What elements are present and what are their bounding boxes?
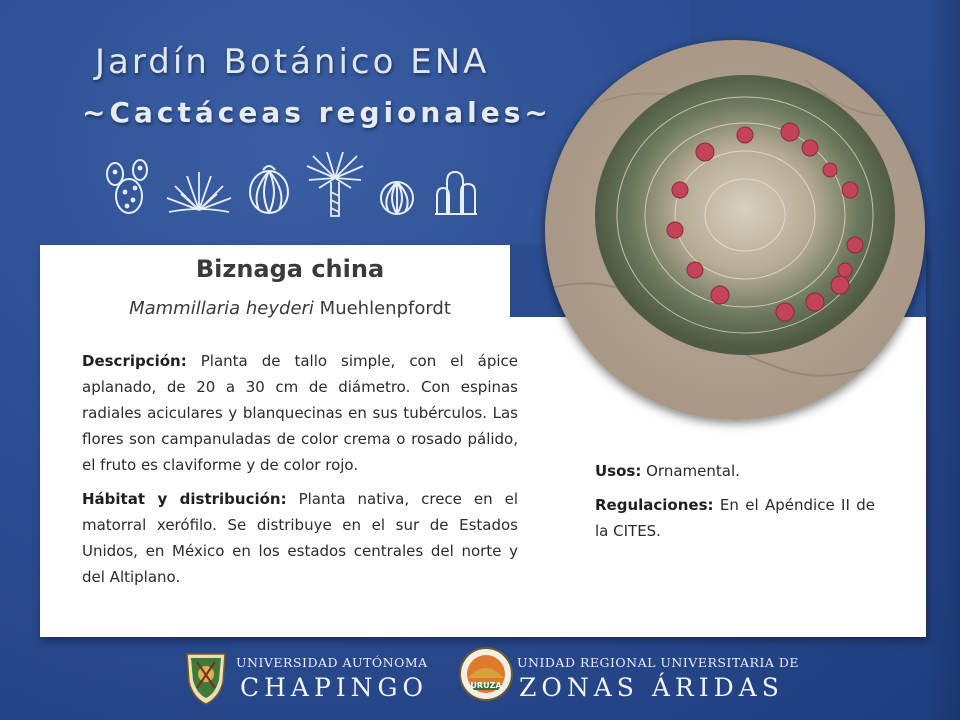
background-edge-shade: [928, 0, 960, 720]
regulations-text: En el Apéndice II de la CITES.: [595, 496, 875, 540]
uruza-line2: ZONAS ÁRIDAS: [519, 673, 784, 702]
garden-title: Jardín Botánico ENA: [95, 42, 490, 82]
common-name: Biznaga china: [195, 255, 385, 283]
uruza-logo: [458, 646, 514, 702]
round-cactus-icon: [377, 152, 417, 216]
scientific-name-line: [0, 298, 580, 319]
footer: [0, 640, 960, 720]
species-author: Muehlenpfordt: [319, 298, 451, 319]
collection-subtitle: ~Cactáceas regionales~: [82, 96, 552, 129]
regulations-label: Regulaciones:: [595, 496, 714, 514]
uses-label: Usos:: [595, 462, 642, 480]
habitat-text: Planta nativa, crece en el matorral xerófilo. Se distribuye en el sur de Estados Unidos, en México en los estados centrales del norte y del Altiplano.: [82, 490, 518, 586]
yucca-icon: [305, 152, 365, 218]
description-label: Descripción:: [82, 352, 187, 370]
uruza-line1: UNIDAD REGIONAL UNIVERSITARIA DE: [517, 655, 800, 670]
opuntia-icon: [105, 152, 153, 216]
uses-paragraph: [595, 458, 875, 484]
chapingo-line2: CHAPINGO: [240, 673, 429, 702]
habitat-paragraph: [82, 486, 518, 590]
chapingo-logo: [183, 648, 229, 706]
chapingo-line1: UNIVERSIDAD AUTÓNOMA: [236, 655, 428, 670]
description-text: Planta de tallo simple, con el ápice aplanado, de 20 a 30 cm de diámetro. Con espinas radiales aciculares y blanquecinas en sus tubérculos. Las flores son campanuladas de color crema o rosado pálido, el fruto es claviforme y de color rojo.: [82, 352, 518, 474]
uruza-logo-text: URUZA: [470, 681, 502, 690]
agave-icon: [165, 152, 233, 216]
scientific-name: Mammillaria heyderi: [129, 298, 314, 319]
uses-text: Ornamental.: [646, 462, 740, 480]
description-paragraph: [82, 348, 518, 478]
cactus-photo: [545, 40, 925, 420]
regulations-paragraph: [595, 492, 875, 544]
barrel-cactus-icon: [245, 152, 293, 216]
habitat-label: Hábitat y distribución:: [82, 490, 287, 508]
cactus-icon-row: [105, 152, 485, 222]
columnar-cactus-icon: [433, 152, 479, 216]
